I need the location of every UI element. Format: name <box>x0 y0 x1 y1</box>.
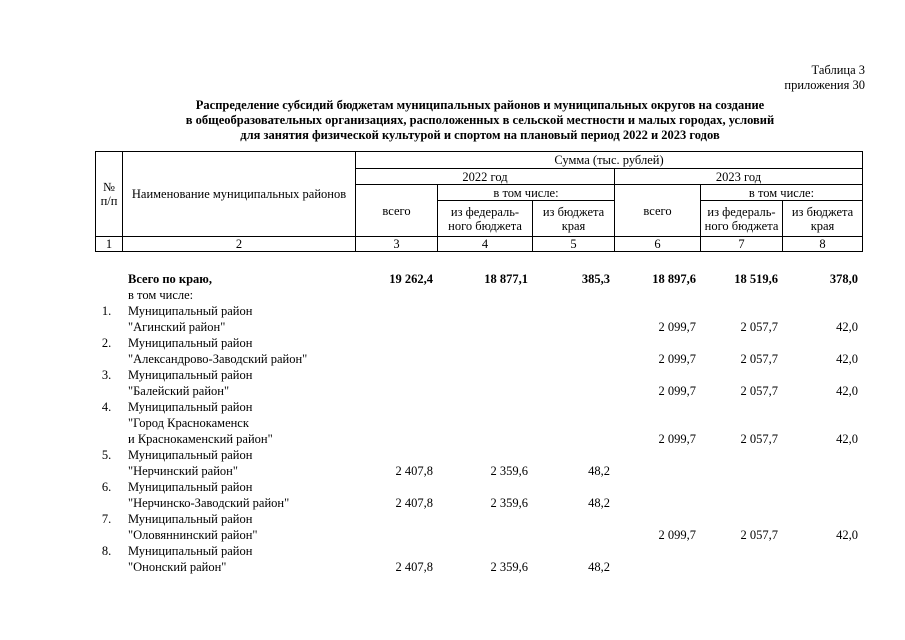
header-name: Наименование муниципальных районов <box>123 152 356 237</box>
value-r2022: 48,2 <box>588 496 610 510</box>
table-row <box>95 335 862 351</box>
total-federal-2023: 18 519,6 <box>734 272 778 286</box>
value-v2023: 2 099,7 <box>658 320 696 334</box>
value-f2022 <box>437 431 532 447</box>
value-r2023: 42,0 <box>836 320 858 334</box>
incl-row <box>95 287 862 303</box>
header-regional-2023: из бюджета края <box>783 201 863 237</box>
header-federal-2022: из федераль-ного бюджета <box>438 201 533 237</box>
value-v2022 <box>355 383 437 399</box>
header-year-2023: 2023 год <box>615 169 863 185</box>
table-row <box>95 431 862 447</box>
value-v2023: 2 099,7 <box>658 352 696 366</box>
value-r2023: 42,0 <box>836 352 858 366</box>
value-v2022 <box>355 351 437 367</box>
district-name-line: Муниципальный район <box>128 544 253 558</box>
total-regional-2022: 385,3 <box>581 272 610 286</box>
total-2023: 18 897,6 <box>652 272 696 286</box>
table-row <box>95 383 862 399</box>
header-total-2022: всего <box>356 185 438 237</box>
table-row <box>95 527 862 543</box>
table-body <box>95 271 862 575</box>
table-row <box>95 479 862 495</box>
value-r2023: 42,0 <box>836 528 858 542</box>
value-r2022: 48,2 <box>588 560 610 574</box>
district-name-line: "Балейский район" <box>128 384 230 398</box>
value-f2023: 2 057,7 <box>740 352 778 366</box>
column-number: 7 <box>701 237 783 252</box>
header-federal-2023: из федераль-ного бюджета <box>701 201 783 237</box>
column-number: 6 <box>615 237 701 252</box>
district-name-line: "Александрово-Заводский район" <box>128 352 308 366</box>
value-v2023 <box>614 495 700 511</box>
district-name-line: "Агинский район" <box>128 320 226 334</box>
value-r2023: 42,0 <box>836 384 858 398</box>
row-number: 5. <box>101 448 112 462</box>
total-row <box>95 271 862 287</box>
column-number: 3 <box>356 237 438 252</box>
column-number: 1 <box>96 237 123 252</box>
table-row <box>95 447 862 463</box>
column-number: 8 <box>783 237 863 252</box>
table-caption <box>784 63 865 93</box>
district-name-line: Муниципальный район <box>128 400 253 414</box>
column-number: 2 <box>123 237 356 252</box>
appendix-number: приложения 30 <box>784 78 865 92</box>
district-name-line: Муниципальный район <box>128 448 253 462</box>
value-f2023: 2 057,7 <box>740 432 778 446</box>
district-name-line: Муниципальный район <box>128 304 253 318</box>
table-row <box>95 495 862 511</box>
table-row <box>95 319 862 335</box>
table-row <box>95 559 862 575</box>
value-f2023 <box>700 559 782 575</box>
value-v2022: 2 407,8 <box>395 496 433 510</box>
value-v2023: 2 099,7 <box>658 384 696 398</box>
header-year-2022: 2022 год <box>356 169 615 185</box>
value-v2022 <box>355 431 437 447</box>
district-name-line: Муниципальный район <box>128 512 253 526</box>
district-name-line: Муниципальный район <box>128 368 253 382</box>
row-number: 4. <box>101 400 112 414</box>
column-numbers-row <box>96 237 863 252</box>
value-r2022 <box>532 527 614 543</box>
header-sum: Сумма (тыс. рублей) <box>356 152 863 169</box>
district-name-line: "Ононский район" <box>128 560 227 574</box>
value-v2022: 2 407,8 <box>395 560 433 574</box>
table-header <box>95 151 863 252</box>
table-row <box>95 543 862 559</box>
table-row <box>95 463 862 479</box>
value-v2023 <box>614 463 700 479</box>
value-r2023 <box>782 559 862 575</box>
header-regional-2022: из бюджета края <box>533 201 615 237</box>
value-f2022 <box>437 527 532 543</box>
district-name-line: и Краснокаменский район" <box>128 432 273 446</box>
district-name-line: "Нерчинский район" <box>128 464 238 478</box>
district-name-line: "Нерчинско-Заводский район" <box>128 496 290 510</box>
title-line: в общеобразовательных организациях, расположенных в сельской местности и малых городах, условий <box>185 113 775 127</box>
table-row <box>95 399 862 415</box>
total-regional-2023: 378,0 <box>829 272 858 286</box>
table-number: Таблица 3 <box>811 63 865 77</box>
value-f2023 <box>700 463 782 479</box>
title-line: Распределение субсидий бюджетам муниципальных районов и муниципальных округов на создание <box>195 98 765 112</box>
district-name-line: "Оловяннинский район" <box>128 528 258 542</box>
value-v2023 <box>614 559 700 575</box>
title-line: для занятия физической культурой и спортом на плановый период 2022 и 2023 годов <box>240 128 720 142</box>
value-r2023 <box>782 495 862 511</box>
header-incl-2023: в том числе: <box>701 185 863 201</box>
value-r2022 <box>532 319 614 335</box>
total-label: Всего по краю, <box>128 272 212 286</box>
table-row <box>95 351 862 367</box>
value-f2022 <box>437 351 532 367</box>
value-r2022 <box>532 383 614 399</box>
value-r2023: 42,0 <box>836 432 858 446</box>
value-f2022 <box>437 319 532 335</box>
header-incl-2022: в том числе: <box>438 185 615 201</box>
value-f2022 <box>437 383 532 399</box>
district-name-line: Муниципальный район <box>128 336 253 350</box>
value-f2023 <box>700 495 782 511</box>
value-f2022: 2 359,6 <box>490 560 528 574</box>
column-number: 4 <box>438 237 533 252</box>
incl-label: в том числе: <box>128 288 194 302</box>
table-row <box>95 367 862 383</box>
row-number: 1. <box>101 304 112 318</box>
header-total-2023: всего <box>615 185 701 237</box>
value-f2022: 2 359,6 <box>490 464 528 478</box>
district-name-line: "Город Краснокаменск <box>128 416 249 430</box>
value-r2023 <box>782 463 862 479</box>
row-number: 2. <box>101 336 112 350</box>
row-number: 3. <box>101 368 112 382</box>
row-number: 7. <box>101 512 112 526</box>
district-name-line: Муниципальный район <box>128 480 253 494</box>
value-v2023: 2 099,7 <box>658 528 696 542</box>
table-row <box>95 303 862 319</box>
value-f2023: 2 057,7 <box>740 320 778 334</box>
table-row <box>95 511 862 527</box>
value-r2022 <box>532 431 614 447</box>
value-v2022 <box>355 319 437 335</box>
row-number: 8. <box>101 544 112 558</box>
value-r2022 <box>532 351 614 367</box>
value-v2022: 2 407,8 <box>395 464 433 478</box>
total-2022: 19 262,4 <box>389 272 433 286</box>
row-number: 6. <box>101 480 112 494</box>
value-v2023: 2 099,7 <box>658 432 696 446</box>
value-v2022 <box>355 527 437 543</box>
document-title <box>95 98 865 143</box>
header-num: № п/п <box>96 152 123 237</box>
value-f2023: 2 057,7 <box>740 384 778 398</box>
total-federal-2022: 18 877,1 <box>484 272 528 286</box>
value-r2022: 48,2 <box>588 464 610 478</box>
value-f2023: 2 057,7 <box>740 528 778 542</box>
value-f2022: 2 359,6 <box>490 496 528 510</box>
table-row <box>95 415 862 431</box>
column-number: 5 <box>533 237 615 252</box>
